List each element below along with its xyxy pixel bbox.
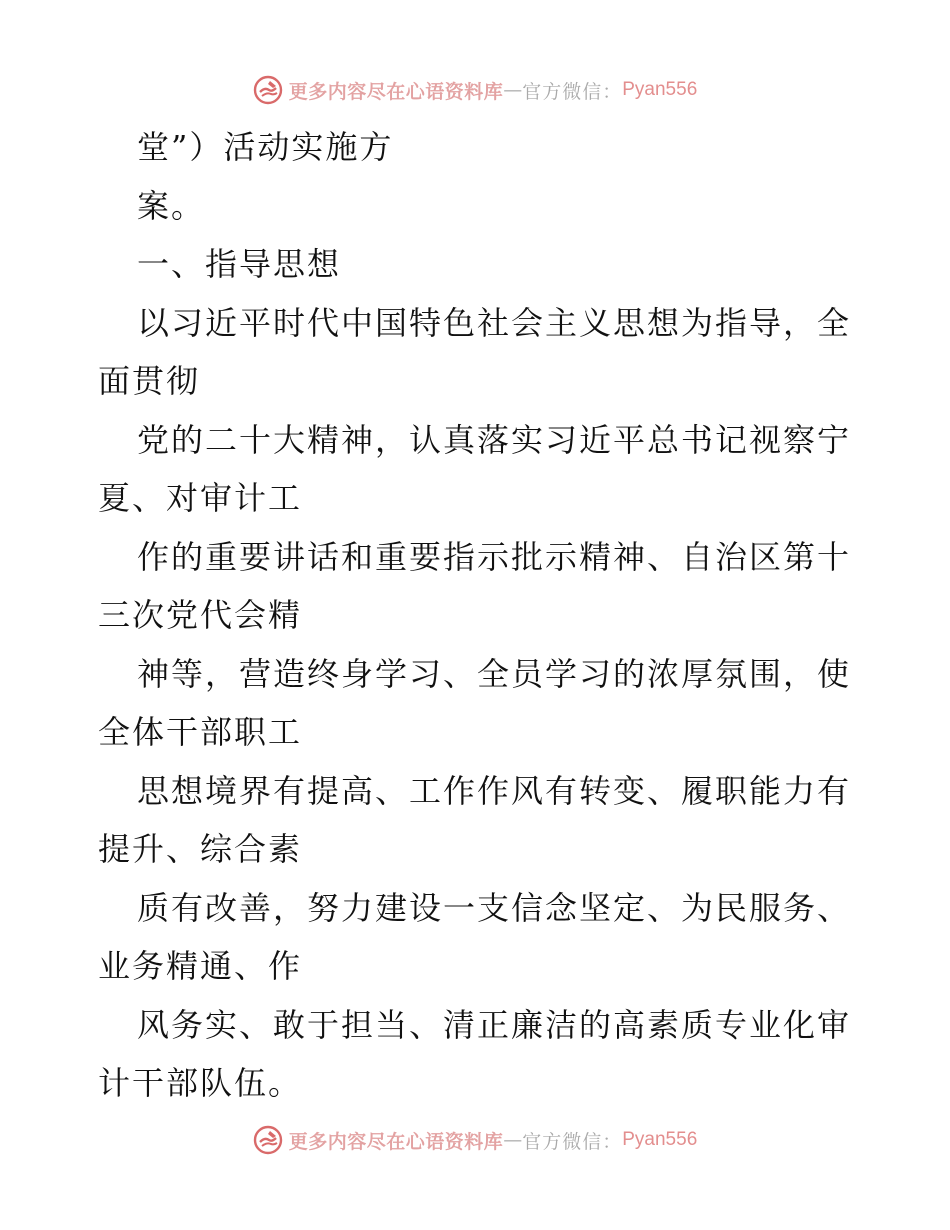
body-line: 全体干部职工	[98, 713, 303, 751]
header-brand-text: 更多内容尽在心语资料库	[288, 80, 504, 103]
book-pen-logo-icon	[253, 1125, 283, 1155]
footer-brand-text: 更多内容尽在心语资料库	[288, 1130, 504, 1153]
body-line: 案。	[137, 186, 206, 225]
footer-dash: —	[503, 1129, 523, 1151]
book-pen-logo-icon	[253, 75, 283, 105]
body-line: 以习近平时代中国特色社会主义思想为指导，全	[137, 303, 852, 342]
body-line: 思想境界有提高、工作作风有转变、履职能力有	[137, 771, 852, 810]
body-line: 提升、综合素	[98, 830, 303, 868]
body-line: 堂”）活动实施方	[137, 128, 394, 166]
header-dash: —	[503, 79, 523, 101]
body-line: 党的二十大精神，认真落实习近平总书记视察宁	[137, 420, 852, 459]
header-wechat-handle: Pyan556	[622, 79, 698, 100]
body-line: 风务实、敢于担当、清正廉洁的高素质专业化审	[137, 1005, 852, 1044]
footer-official-label: 官方微信：	[522, 1130, 623, 1153]
body-line: 计干部队伍。	[98, 1064, 303, 1102]
body-line: 夏、对审计工	[98, 479, 303, 517]
body-line: 质有改善，努力建设一支信念坚定、为民服务、	[137, 888, 852, 927]
footer-watermark	[0, 1122, 950, 1158]
body-line: 三次党代会精	[98, 596, 303, 634]
header-official-label: 官方微信：	[522, 80, 623, 103]
body-line: 神等，营造终身学习、全员学习的浓厚氛围，使	[137, 654, 852, 693]
document-body	[98, 118, 858, 1113]
header-watermark	[0, 72, 950, 108]
body-line: 作的重要讲话和重要指示批示精神、自治区第十	[137, 537, 852, 576]
footer-wechat-handle: Pyan556	[622, 1129, 698, 1150]
section-heading: 一、指导思想	[137, 245, 342, 283]
body-line: 面贯彻	[98, 362, 201, 400]
body-line: 业务精通、作	[98, 947, 303, 985]
